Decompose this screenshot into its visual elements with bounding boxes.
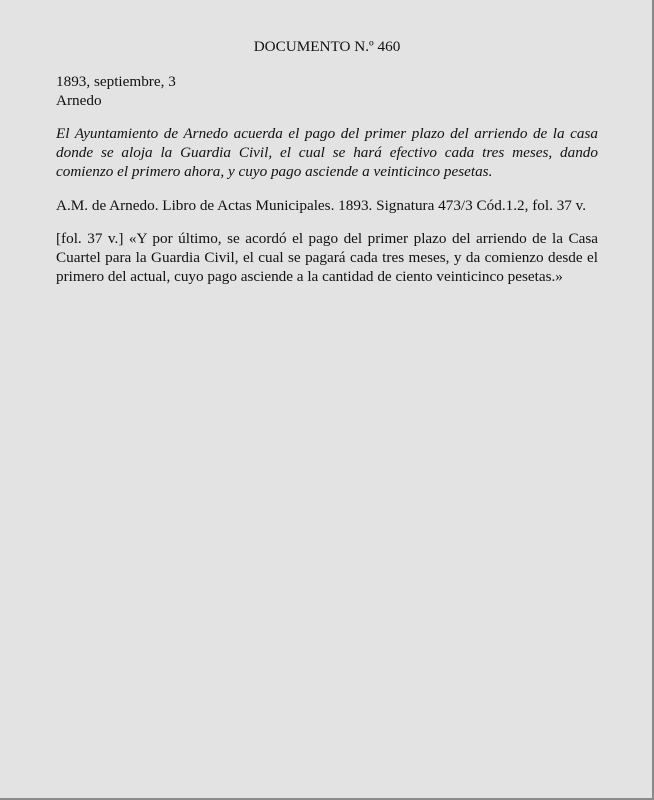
document-title: DOCUMENTO N.º 460 [253, 38, 401, 55]
document-source: A.M. de Arnedo. Libro de Actas Municipales. 1893. Signatura 473/3 Cód.1.2, fol. 37 v. [56, 197, 587, 214]
document-transcription: [fol. 37 v.] «Y por último, se acordó el pago del primer plazo del arriendo de la Casa Cuartel para la Guardia Civil, el cual se pagará cada tres meses, y da comienzo desde el primero del actual, cuyo pago asciende a la cantidad de ciento veinticinco pesetas.» [56, 230, 598, 285]
document-place: Arnedo [56, 92, 102, 109]
document-date: 1893, septiembre, 3 [56, 73, 176, 90]
document-summary: El Ayuntamiento de Arnedo acuerda el pago del primer plazo del arriendo de la casa donde se aloja la Guardia Civil, el cual se hará efectivo cada tres meses, dando comienzo el primero ahora, y cuyo pago asciende a veinticinco pesetas. [56, 125, 598, 180]
